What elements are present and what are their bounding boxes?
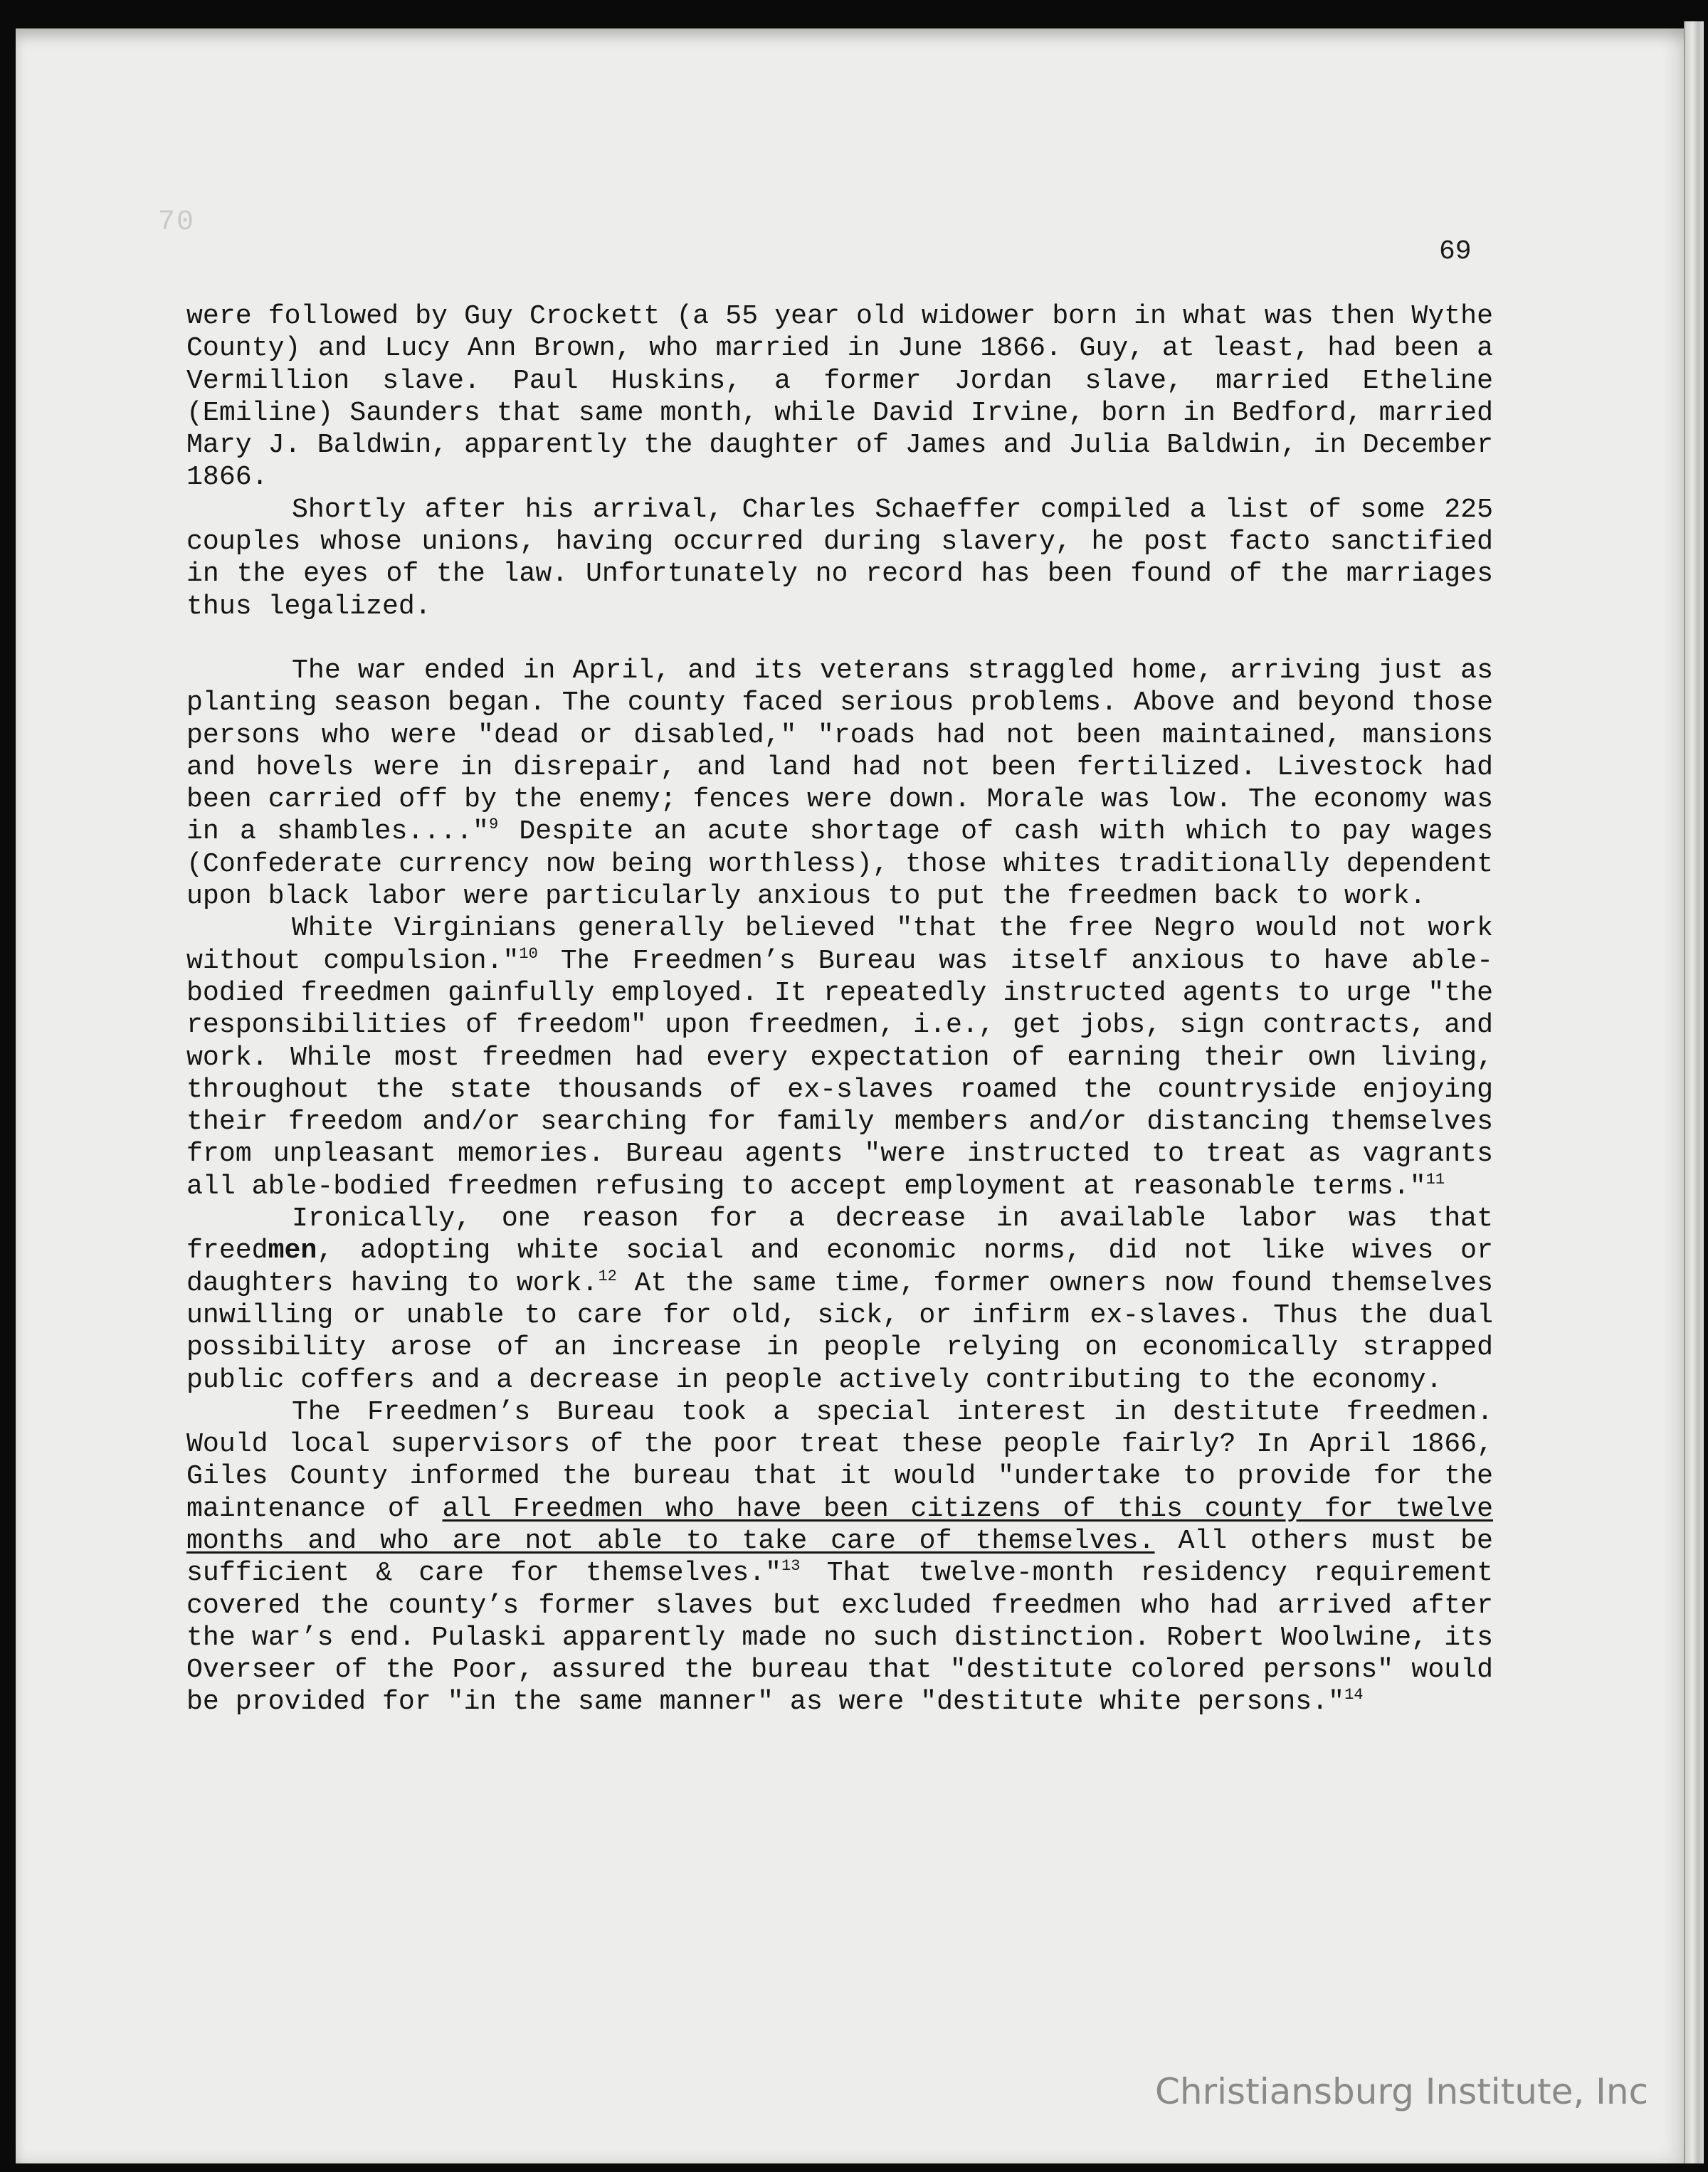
paragraph-2 [186,494,1493,623]
paragraph-5 [186,1203,1493,1396]
page-number: 69 [1439,236,1472,267]
paragraph-text: All others must be sufficient & care for themselves." [186,1525,1493,1589]
paragraph-4 [186,912,1493,1203]
paragraph-text: Despite an acute shortage of cash with which to pay wages (Confederate currency now being worthless), those whites traditionally dependent upon black labor were particularly anxious to put the freedmen back to work. [186,816,1493,912]
paragraph-text: At the same time, former owners now found themselves unwilling or unable to care for old, sick, or infirm ex-slaves. Thus the dual possibility arose of an increase in people relying on economically strapped public coffers and a decrease in people actively contributing to the economy. [186,1267,1493,1396]
paragraph-6 [186,1396,1493,1719]
paragraph-3 [186,655,1493,912]
underlined-quote: all Freedmen who have been citizens of this county for twelve months and who are not able to take care of themselves. [186,1493,1494,1556]
paragraph-text: White Virginians generally believed "that the free Negro would not work without compulsion." [186,913,1493,976]
paragraph-text: were followed by Guy Crockett (a 55 year old widower born in what was then Wythe County) and Lucy Ann Brown, who married in June 1866. Guy, at least, had been a Vermillion slave. Paul Huskins, a former Jordan slave, married Etheline (Emiline) Saunders that same month, while David Irvine, born in Bedford, married Mary J. Baldwin, apparently the daughter of James and Julia Baldwin, in December 1866. [186,301,1493,493]
book-page-edge [1684,21,1704,2163]
watermark: Christiansburg Institute, Inc [1155,2071,1649,2112]
footnote-marker: 14 [1344,1686,1364,1704]
paragraph-1 [186,300,1493,494]
bleed-through-page-number: 70 [158,206,196,238]
paragraph-text: That twelve-month residency requirement covered the county’s former slaves but excluded freedmen who had arrived after the war’s end. Pulaski apparently made no such distinction. Robert Woolwine, its Overseer of the Poor, assured the bureau that "destitute colored persons" would be provided for "in the same manner" as were "destitute white persons." [186,1558,1493,1718]
paragraph-text: , adopting white social and economic norms, did not like wives or daughters having to work. [186,1235,1493,1299]
scanned-page [16,28,1689,2163]
footnote-marker: 11 [1425,1170,1445,1188]
paragraph-text: Shortly after his arrival, Charles Schaeffer compiled a list of some 225 couples whose unions, having occurred during slavery, he post facto sanctified in the eyes of the law. Unfortunately no record has been found of the marriages thus legalized. [186,494,1493,622]
paragraph-text: Ironically, one reason for a decrease in available labor was that freed [186,1203,1493,1267]
paragraph-text: The Freedmen’s Bureau was itself anxious to have able-bodied freedmen gainfully employed. It repeatedly instructed agents to urge "the responsibilities of freedom" upon freedmen, i.e., get jobs, sign contracts, and work. While most freedmen had every expectation of earning their own living, throughout the state thousands of ex-slaves roamed the countryside enjoying their freedom and/or searching for family members and/or distancing themselves from unpleasant memories. Bureau agents "were instructed to treat as vagrants all able-bodied freedmen refusing to accept employment at reasonable terms." [186,945,1493,1202]
paragraph-text: The war ended in April, and its veterans straggled home, arriving just as planting season began. The county faced serious problems. Above and beyond those persons who were "dead or disabled," "roads had not been maintained, mansions and hovels were in disrepair, and land had not been fertilized. Livestock had been carried off by the enemy; fences were down. Morale was low. The economy was in a shambles...." [186,655,1493,848]
footnote-marker: 13 [781,1557,801,1576]
footnote-marker: 12 [598,1267,617,1285]
emphasized-text: men [268,1235,317,1267]
page-body [186,300,1493,1719]
footnote-marker: 9 [488,816,499,834]
footnote-marker: 10 [519,944,538,963]
paragraph-text: The Freedmen’s Bureau took a special interest in destitute freedmen. Would local supervisors of the poor treat these people fairly? In April 1866, Giles County informed the bureau that it would "undertake to provide for the maintenance of [186,1396,1493,1524]
